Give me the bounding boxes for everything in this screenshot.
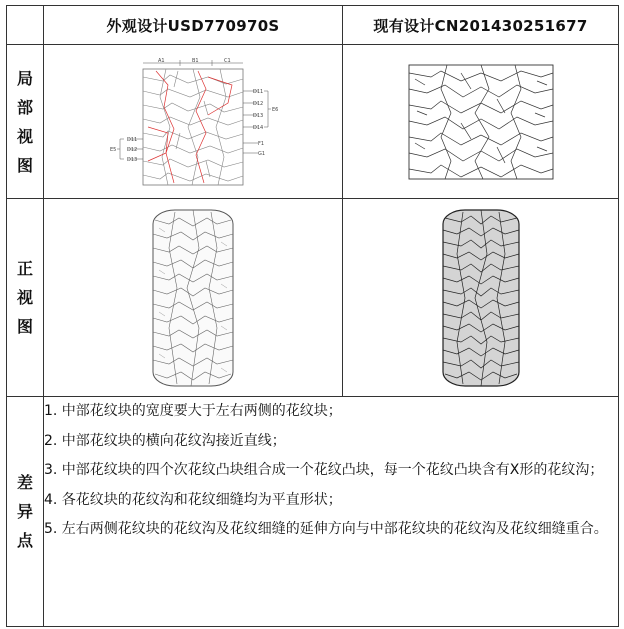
difference-item: 4. 各花纹块的花纹沟和花纹细缝均为平直形状；: [44, 491, 342, 508]
annotation-c1: C1: [224, 57, 231, 64]
annotation-right-d12: D12: [253, 100, 264, 107]
row-label-front-view: 正 视 图: [7, 199, 44, 397]
annotation-e6: E6: [272, 106, 278, 113]
annotation-a1: A1: [158, 57, 165, 64]
front-view-us: [44, 199, 343, 397]
difference-item: 5. 左右两侧花纹块的花纹沟及花纹细缝的延伸方向与中部花纹块的花纹沟及花纹细缝重合。: [44, 521, 608, 537]
annotation-e5: E5: [110, 146, 117, 153]
partial-view-us: [44, 45, 343, 199]
annotation-right-d13: D13: [253, 112, 264, 119]
difference-item: 2. 中部花纹块的横向花纹沟接近直线；: [44, 432, 286, 449]
cn-partial-tread-drawing: [401, 59, 561, 185]
annotation-right-d14: D14: [253, 124, 264, 131]
difference-item: 3. 中部花纹块的四个次花纹凸块组合成一个花纹凸块，每一个花纹凸块含有X形的花纹沟；: [44, 462, 604, 478]
annotation-right-d11: D11: [253, 88, 264, 95]
comparison-table: [6, 5, 619, 627]
annotation-g1: G1: [258, 150, 266, 157]
us-partial-tread-drawing: [108, 57, 278, 187]
annotation-left-d12: D12: [127, 146, 138, 153]
us-front-tire-drawing: [151, 208, 235, 388]
annotation-b1: B1: [192, 57, 199, 64]
front-view-cn: [343, 199, 619, 397]
row-label-differences: 差 异 点: [7, 397, 44, 627]
corner-cell: [7, 6, 44, 45]
annotation-left-d11: D11: [127, 136, 138, 143]
cn-front-tire-drawing: [441, 208, 521, 388]
partial-view-cn: [343, 45, 619, 199]
annotation-f1: F1: [258, 140, 265, 147]
difference-item: 1. 中部花纹块的宽度要大于左右两侧的花纹块；: [44, 403, 342, 419]
header-design-cn: 现有设计CN201430251677: [343, 6, 619, 45]
annotation-left-d13: D13: [127, 156, 138, 163]
differences-list: [44, 397, 619, 627]
row-label-partial-view: 局 部 视 图: [7, 45, 44, 199]
header-design-us: 外观设计USD770970S: [44, 6, 343, 45]
